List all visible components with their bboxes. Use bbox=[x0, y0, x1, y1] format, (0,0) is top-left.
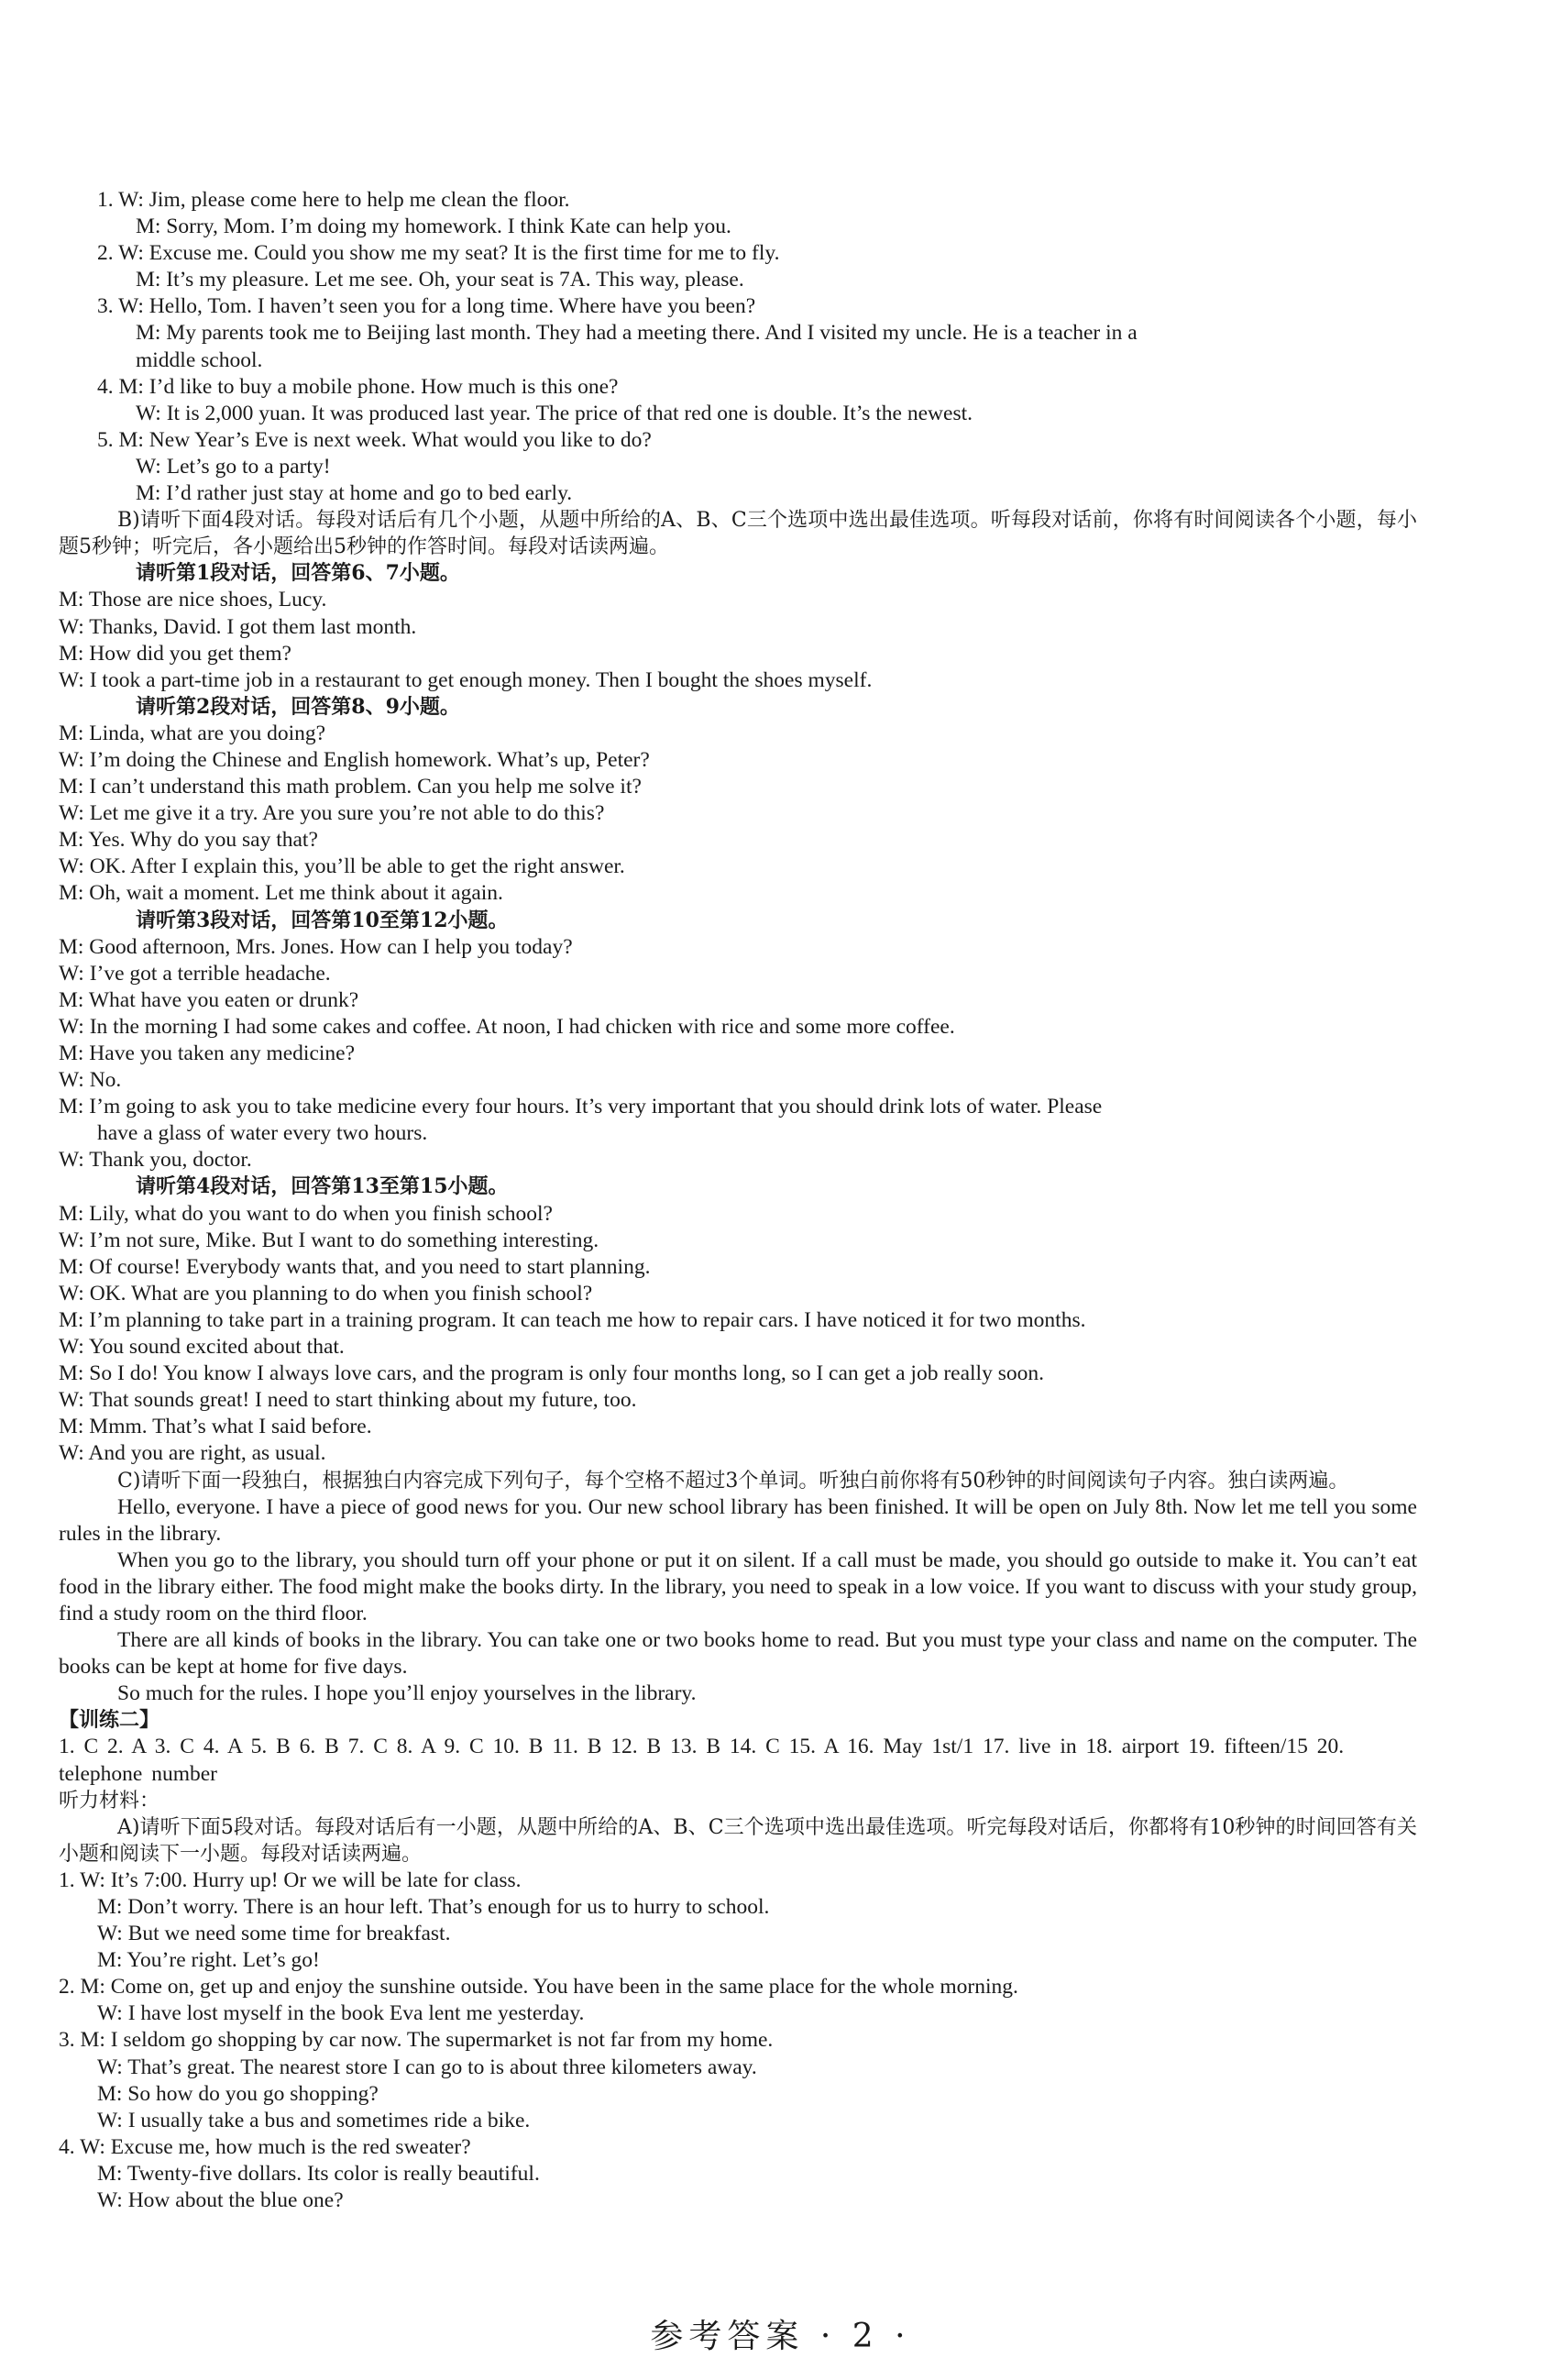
text-line: 1. W: It’s 7:00. Hurry up! Or we will be late for class. bbox=[59, 1868, 522, 1892]
text-line: M: My parents took me to Beijing last month. They had a meeting there. And I visited my uncle. He is a teacher in a bbox=[136, 321, 1138, 346]
text-line: W: No. bbox=[59, 1068, 122, 1093]
text-line: M: Mmm. That’s what I said before. bbox=[59, 1415, 372, 1439]
text-line: W: In the morning I had some cakes and coffee. At noon, I had chicken with rice and some more coffee. bbox=[59, 1014, 955, 1039]
text-line: W: OK. After I explain this, you’ll be able to get the right answer. bbox=[59, 854, 625, 879]
text-line: M: It’s my pleasure. Let me see. Oh, your seat is 7A. This way, please. bbox=[136, 268, 744, 292]
text-line: 3. W: Hello, Tom. I haven’t seen you for a long time. Where have you been? bbox=[97, 294, 756, 319]
text-line: W: I have lost myself in the book Eva lent me yesterday. bbox=[97, 2001, 585, 2026]
text-line: M: How did you get them? bbox=[59, 641, 291, 666]
text-line: 1. C 2. A 3. C 4. A 5. B 6. B 7. C 8. A 9. C 10. B 11. B 12. B 13. B 14. C 15. A 16. May 1st/1 17. live in 18. airport 19. fifteen/15 20. telephone number bbox=[59, 1735, 1345, 1786]
text-line: W: I’m not sure, Mike. But I want to do something interesting. bbox=[59, 1228, 599, 1252]
text-line: W: I usually take a bus and sometimes ride a bike. bbox=[97, 2108, 531, 2132]
section-heading: 【训练二】 bbox=[59, 1708, 160, 1733]
text-paragraph: Hello, everyone. I have a piece of good news for you. Our new school library has been finished. It will be open on July 8th. Now let me tell you some rules in the library. bbox=[59, 1494, 1417, 1546]
text-line: 2. W: Excuse me. Could you show me my seat? It is the first time for me to fly. bbox=[97, 241, 780, 266]
text-line: W: I took a part-time job in a restaurant to get enough money. Then I bought the shoes myself. bbox=[59, 667, 873, 692]
text-line: M: Don’t worry. There is an hour left. That’s enough for us to hurry to school. bbox=[97, 1895, 770, 1919]
text-line: M: Yes. Why do you say that? bbox=[59, 828, 318, 853]
text-line: W: Let me give it a try. Are you sure you’re not able to do this? bbox=[59, 801, 605, 826]
text-line: W: I’m doing the Chinese and English homework. What’s up, Peter? bbox=[59, 747, 650, 772]
text-line: 请听第1段对话，回答第6、7小题。 bbox=[136, 561, 460, 586]
text-line: 1. W: Jim, please come here to help me clean the floor. bbox=[97, 188, 570, 212]
text-line: 4. M: I’d like to buy a mobile phone. How much is this one? bbox=[97, 374, 619, 399]
text-line: M: Those are nice shoes, Lucy. bbox=[59, 588, 327, 612]
text-line: M: Twenty-five dollars. Its color is really beautiful. bbox=[97, 2161, 540, 2186]
text-paragraph: There are all kinds of books in the library. You can take one or two books home to read. But you must type your class and name on the computer. The books can be kept at home for five days. bbox=[59, 1628, 1417, 1680]
text-paragraph: When you go to the library, you should turn off your phone or put it on silent. If a call must be made, you should go outside to make it. You can’t eat food in the library either. The food might make the books dirty. In the library, you need to speak in a low voice. If you want to discuss with your study group, find a study room on the third floor. bbox=[59, 1548, 1417, 1625]
text-line: 3. M: I seldom go shopping by car now. The supermarket is not far from my home. bbox=[59, 2028, 774, 2053]
text-line: M: I’d rather just stay at home and go to bed early. bbox=[136, 481, 573, 506]
text-line: M: Have you taken any medicine? bbox=[59, 1041, 356, 1065]
text-line: M: I’m going to ask you to take medicine every four hours. It’s very important that you should drink lots of water. Please bbox=[59, 1095, 1103, 1119]
text-line: 请听第4段对话，回答第13至第15小题。 bbox=[136, 1174, 509, 1199]
text-line: W: Thank you, doctor. bbox=[59, 1148, 252, 1173]
text-line: W: OK. What are you planning to do when you finish school? bbox=[59, 1281, 593, 1306]
text-paragraph: A)请听下面5段对话。每段对话后有一小题，从题中所给的A、B、C三个选项中选出最佳选项。听完每段对话后，你都将有10秒钟的时间回答有关小题和阅读下一小题。每段对话读两遍。 bbox=[59, 1815, 1417, 1866]
text-line: M: I can’t understand this math problem. Can you help me solve it? bbox=[59, 775, 642, 799]
text-line: M: You’re right. Let’s go! bbox=[97, 1948, 320, 1973]
text-line: W: Let’s go to a party! bbox=[136, 454, 331, 479]
text-line: M: Oh, wait a moment. Let me think about it again. bbox=[59, 881, 503, 906]
text-line: M: Lily, what do you want to do when you finish school? bbox=[59, 1201, 553, 1226]
footer-title: 参考答案 bbox=[650, 2318, 805, 2355]
text-line: M: Good afternoon, Mrs. Jones. How can I help you today? bbox=[59, 934, 573, 959]
text-line: M: So how do you go shopping? bbox=[97, 2081, 379, 2106]
text-line: 5. M: New Year’s Eve is next week. What would you like to do? bbox=[97, 427, 652, 452]
text-line: have a glass of water every two hours. bbox=[97, 1121, 428, 1146]
text-line: W: That’s great. The nearest store I can go to is about three kilometers away. bbox=[97, 2055, 757, 2079]
text-line: W: I’ve got a terrible headache. bbox=[59, 961, 331, 986]
text-line: M: Sorry, Mom. I’m doing my homework. I think Kate can help you. bbox=[136, 215, 731, 239]
text-line: W: Thanks, David. I got them last month. bbox=[59, 614, 417, 639]
text-line: W: That sounds great! I need to start thinking about my future, too. bbox=[59, 1388, 637, 1413]
text-line: M: So I do! You know I always love cars, and the program is only four months long, so I can get a job really soon. bbox=[59, 1361, 1044, 1386]
text-line: 请听第3段对话，回答第10至第12小题。 bbox=[136, 908, 509, 932]
text-line: M: Of course! Everybody wants that, and you need to start planning. bbox=[59, 1254, 651, 1279]
text-line: 听力材料： bbox=[59, 1789, 160, 1813]
text-line: M: Linda, what are you doing? bbox=[59, 721, 326, 745]
text-line: W: It is 2,000 yuan. It was produced last year. The price of that red one is double. It’s the newest. bbox=[136, 401, 973, 425]
page-footer bbox=[0, 2310, 1561, 2357]
text-line: 2. M: Come on, get up and enjoy the sunshine outside. You have been in the same place for the whole morning. bbox=[59, 1975, 1018, 2000]
text-line: W: How about the blue one? bbox=[97, 2188, 344, 2213]
text-line: 4. W: Excuse me, how much is the red sweater? bbox=[59, 2134, 471, 2159]
text-line: M: What have you eaten or drunk? bbox=[59, 987, 359, 1012]
text-paragraph: So much for the rules. I hope you’ll enjoy yourselves in the library. bbox=[117, 1681, 697, 1706]
text-line: W: You sound excited about that. bbox=[59, 1335, 345, 1360]
text-line: W: But we need some time for breakfast. bbox=[97, 1922, 451, 1946]
text-line: middle school. bbox=[136, 347, 263, 372]
text-paragraph: C)请听下面一段独白，根据独白内容完成下列句子，每个空格不超过3个单词。听独白前你将有50秒钟的时间阅读句子内容。独白读两遍。 bbox=[117, 1469, 1349, 1493]
text-line: M: I’m planning to take part in a training program. It can teach me how to repair cars. I have noticed it for two months. bbox=[59, 1307, 1086, 1332]
text-paragraph: B)请听下面4段对话。每段对话后有几个小题，从题中所给的A、B、C三个选项中选出最佳选项。听每段对话前，你将有时间阅读各个小题，每小题5秒钟；听完后，各小题给出5秒钟的作答时间。每段对话读两遍。 bbox=[59, 509, 1417, 559]
text-line: 请听第2段对话，回答第8、9小题。 bbox=[136, 694, 460, 719]
page-content bbox=[59, 187, 1417, 2214]
footer-page-number: · 2 · bbox=[819, 2318, 911, 2355]
text-line: W: And you are right, as usual. bbox=[59, 1441, 326, 1466]
